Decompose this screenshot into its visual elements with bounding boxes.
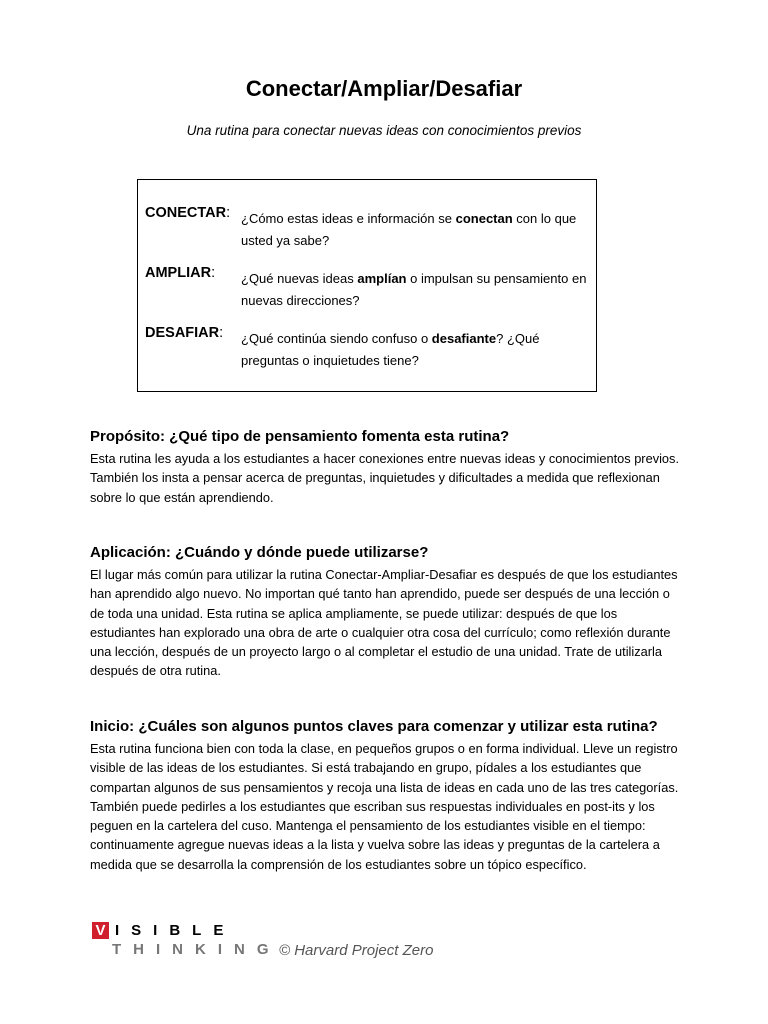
section-body: Esta rutina les ayuda a los estudiantes a hacer conexiones entre nuevas ideas y conocimientos previos. También los insta a pensar acerca de preguntas, inquietudes y dificultades a medida que reflexionan sobre lo que están aprendiendo. xyxy=(90,451,680,505)
section-heading: Inicio: ¿Cuáles son algunos puntos claves para comenzar y utilizar esta rutina? xyxy=(90,718,658,735)
step-key: DESAFIAR xyxy=(145,325,220,341)
step-question: ¿Cómo estas ideas e información se conectan con lo que usted ya sabe? xyxy=(241,211,577,248)
step-key: CONECTAR xyxy=(145,205,227,221)
section-application xyxy=(90,543,680,681)
copyright-text: © Harvard Project Zero xyxy=(279,942,434,959)
step-question: ¿Qué continúa siendo confuso o desafiante? ¿Qué preguntas o inquietudes tiene? xyxy=(241,331,540,368)
step-key: AMPLIAR xyxy=(145,265,212,281)
visible-thinking-logo xyxy=(92,922,235,942)
page-subtitle: Una rutina para conectar nuevas ideas con conocimientos previos xyxy=(186,123,582,138)
section-purpose xyxy=(90,427,680,507)
section-body: El lugar más común para utilizar la rutina Conectar-Ampliar-Desafiar es después de que los estudiantes han aprendido algo nuevo. No importan qué tanto han aprendido, puede ser después de una lección o de toda una unidad. Esta rutina se aplica ampliamente, se puede utilizar: después de que los estudiantes han explorado una obra de arte o cualquier otra cosa del currículo; como reflexión durante una lección, después de un proyecto largo o al completar el estudio de una unidad. Trate de utilizarla después de otra rutina. xyxy=(90,567,678,679)
logo-thinking-text: THINKING xyxy=(112,941,281,958)
step-question: ¿Qué nuevas ideas amplían o impulsan su pensamiento en nuevas direcciones? xyxy=(241,271,587,308)
routine-steps-box: CONECTAR: ¿Cómo estas ideas e información se conectan con lo que usted ya sabe? AMPLIAR: ¿Qué nuevas ideas amplían o impulsan su pensamiento en nuevas direcciones? DESAFIAR: ¿Qué continúa siendo confuso o desafiante? ¿Qué preguntas o inquietudes tiene? xyxy=(137,179,597,392)
logo-v-mark: V xyxy=(92,922,109,939)
page-title: Conectar/Ampliar/Desafiar xyxy=(245,76,523,101)
section-heading: Propósito: ¿Qué tipo de pensamiento fomenta esta rutina? xyxy=(90,428,510,445)
section-heading: Aplicación: ¿Cuándo y dónde puede utilizarse? xyxy=(90,544,429,561)
section-start xyxy=(90,717,680,874)
footer xyxy=(92,922,492,962)
section-body: Esta rutina funciona bien con toda la clase, en pequeños grupos o en forma individual. Lleve un registro visible de las ideas de los estudiantes. Si está trabajando en grupo, pídales a los estudiantes que compartan algunos de sus pensamientos y recoja una lista de ideas en cada uno de las tres categorías. También puede pedirles a los estudiantes que escriban sus respuestas individuales en post-its y los peguen en la cartelera del cuso. Mantenga el pensamiento de los estudiantes visible en el tiempo: continuamente agregue nuevas ideas a la lista y vuelva sobre las ideas y preguntas de la cartelera a medida que se desarrolla la comprensión de los estudiantes sobre un tópico específico. xyxy=(90,741,679,872)
logo-visible-text: ISIBLE xyxy=(115,922,236,939)
